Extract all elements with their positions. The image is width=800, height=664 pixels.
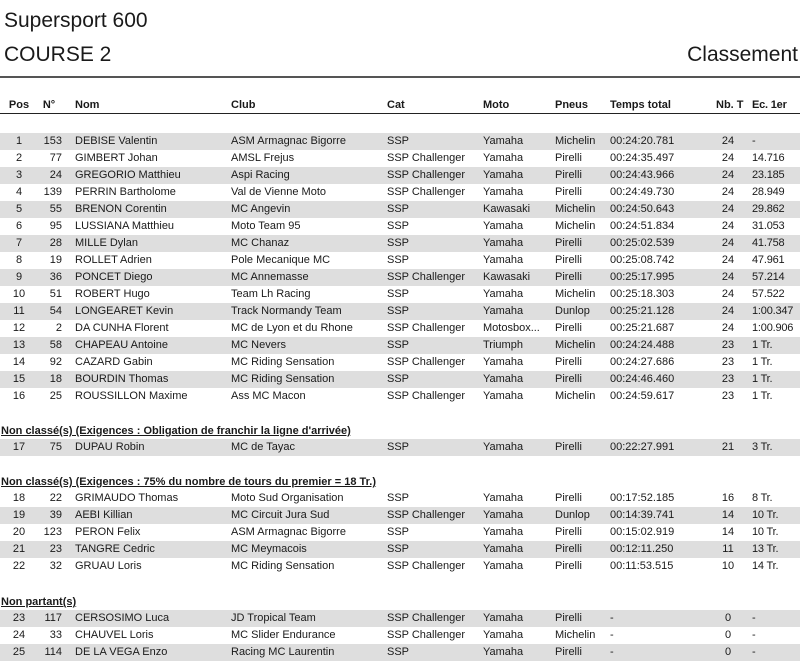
cell-pos: 11 (13, 305, 25, 317)
cell-moto: Kawasaki (483, 271, 531, 283)
table-row (0, 388, 800, 405)
cell-pos: 17 (12, 441, 26, 453)
cell-temps: 00:24:20.781 (610, 135, 675, 147)
cell-moto: Yamaha (483, 135, 524, 147)
header-club: Club (231, 99, 256, 111)
cell-nbt: 0 (724, 612, 732, 624)
cell-moto: Motosbox... (483, 322, 540, 334)
cell-nom: BOURDIN Thomas (75, 373, 169, 385)
table-row (0, 201, 800, 218)
table-row (0, 354, 800, 371)
header-cat: Cat (387, 99, 405, 111)
cell-num: 92 (49, 356, 62, 368)
cell-club: MC de Tayac (231, 441, 295, 453)
cell-nbt: 14 (721, 509, 735, 521)
cell-club: Ass MC Macon (231, 390, 306, 402)
cell-nbt: 23 (721, 339, 735, 351)
cell-num: 123 (43, 526, 62, 538)
cell-moto: Yamaha (483, 356, 524, 368)
cell-nom: LUSSIANA Matthieu (75, 220, 175, 232)
cell-temps: 00:25:08.742 (610, 254, 675, 266)
cell-nbt: 11 (722, 543, 734, 555)
cell-pneus: Michelin (555, 135, 596, 147)
header-rule (0, 113, 800, 114)
header-pos: Pos (8, 99, 30, 111)
cell-temps: 00:22:27.991 (610, 441, 675, 453)
cell-cat: SSP (387, 339, 410, 351)
cell-nbt: 24 (721, 254, 735, 266)
cell-ec: 3 Tr. (752, 441, 773, 453)
cell-nbt: 24 (721, 220, 735, 232)
cell-pneus: Pirelli (555, 441, 582, 453)
header-moto: Moto (483, 99, 510, 111)
cell-num: 18 (49, 373, 62, 385)
cell-num: 2 (55, 322, 62, 334)
cell-nom: DA CUNHA Florent (75, 322, 169, 334)
cell-pneus: Michelin (555, 203, 596, 215)
cell-moto: Yamaha (483, 169, 524, 181)
cell-nbt: 24 (721, 237, 735, 249)
header-nom: Nom (75, 99, 100, 111)
cell-club: Team Lh Racing (231, 288, 311, 300)
cell-pos: 6 (15, 220, 23, 232)
cell-nom: CERSOSIMO Luca (75, 612, 170, 624)
cell-moto: Triumph (483, 339, 523, 351)
cell-temps: - (610, 629, 614, 641)
cell-club: AMSL Frejus (231, 152, 295, 164)
cell-temps: 00:11:53.515 (610, 560, 674, 572)
cell-pos: 14 (12, 356, 26, 368)
cell-moto: Yamaha (483, 646, 524, 658)
cell-nbt: 24 (721, 322, 735, 334)
cell-nom: TANGRE Cedric (75, 543, 155, 555)
cell-temps: 00:25:18.303 (610, 288, 675, 300)
cell-ec: - (752, 646, 756, 658)
table-header (0, 97, 800, 113)
table-row (0, 150, 800, 167)
table-row (0, 644, 800, 661)
cell-nbt: 0 (724, 629, 732, 641)
cell-club: Val de Vienne Moto (231, 186, 326, 198)
cell-pneus: Pirelli (555, 152, 582, 164)
cell-ec: 47.961 (752, 254, 785, 266)
cell-moto: Yamaha (483, 152, 524, 164)
cell-nbt: 23 (721, 373, 735, 385)
cell-num: 54 (49, 305, 62, 317)
header-pneus: Pneus (555, 99, 589, 111)
cell-pos: 15 (12, 373, 26, 385)
cell-cat: SSP Challenger (387, 629, 466, 641)
cell-ec: 1 Tr. (752, 339, 773, 351)
cell-moto: Yamaha (483, 629, 524, 641)
cell-nbt: 21 (721, 441, 735, 453)
cell-nom: ROBERT Hugo (75, 288, 150, 300)
cell-nom: GRUAU Loris (75, 560, 142, 572)
cell-pos: 1 (15, 135, 23, 147)
cell-pneus: Pirelli (555, 646, 582, 658)
cell-pneus: Pirelli (555, 560, 582, 572)
cell-moto: Yamaha (483, 305, 524, 317)
cell-pneus: Pirelli (555, 186, 582, 198)
top-rule (0, 76, 800, 78)
cell-moto: Yamaha (483, 526, 524, 538)
cell-temps: 00:24:59.617 (610, 390, 675, 402)
table-row (0, 558, 800, 575)
cell-pneus: Pirelli (555, 356, 582, 368)
cell-nom: CHAUVEL Loris (75, 629, 154, 641)
cell-num: 117 (44, 612, 62, 624)
cell-num: 55 (49, 203, 62, 215)
cell-pos: 10 (12, 288, 26, 300)
table-row (0, 490, 800, 507)
cell-nom: GIMBERT Johan (75, 152, 158, 164)
cell-pos: 25 (12, 646, 26, 658)
cell-cat: SSP (387, 254, 410, 266)
cell-cat: SSP Challenger (387, 186, 466, 198)
cell-cat: SSP (387, 543, 410, 555)
cell-nbt: 14 (721, 526, 735, 538)
cell-nom: LONGEARET Kevin (75, 305, 174, 317)
cell-ec: 14.716 (752, 152, 785, 164)
cell-ec: 1 Tr. (752, 373, 773, 385)
cell-pneus: Pirelli (555, 271, 582, 283)
cell-pos: 9 (15, 271, 23, 283)
cell-moto: Yamaha (483, 186, 524, 198)
header-num: N° (42, 99, 56, 111)
cell-pos: 16 (12, 390, 26, 402)
document-right-title: Classement (687, 43, 798, 66)
cell-pos: 22 (12, 560, 26, 572)
table-row (0, 541, 800, 558)
cell-nom: CAZARD Gabin (75, 356, 153, 368)
table-row (0, 184, 800, 201)
cell-nbt: 24 (721, 271, 735, 283)
cell-temps: 00:25:21.687 (610, 322, 675, 334)
cell-nbt: 23 (721, 356, 735, 368)
table-row (0, 439, 800, 456)
cell-pneus: Michelin (555, 220, 596, 232)
cell-moto: Yamaha (483, 492, 524, 504)
cell-temps: 00:12:11.250 (610, 543, 674, 555)
cell-club: ASM Armagnac Bigorre (231, 526, 346, 538)
cell-temps: 00:25:21.128 (610, 305, 675, 317)
cell-cat: SSP (387, 526, 410, 538)
cell-temps: 00:24:27.686 (610, 356, 675, 368)
cell-pneus: Dunlop (555, 305, 590, 317)
cell-nbt: 0 (724, 646, 732, 658)
cell-club: ASM Armagnac Bigorre (231, 135, 346, 147)
cell-club: MC Annemasse (231, 271, 309, 283)
cell-cat: SSP Challenger (387, 169, 466, 181)
cell-temps: 00:24:50.643 (610, 203, 675, 215)
cell-nbt: 24 (721, 135, 735, 147)
cell-club: Racing MC Laurentin (231, 646, 335, 658)
cell-nbt: 24 (721, 288, 735, 300)
cell-club: MC Riding Sensation (231, 373, 335, 385)
cell-club: MC Nevers (231, 339, 287, 351)
cell-num: 95 (49, 220, 62, 232)
cell-pneus: Pirelli (555, 169, 582, 181)
cell-moto: Yamaha (483, 390, 524, 402)
cell-moto: Yamaha (483, 373, 524, 385)
cell-num: 36 (49, 271, 62, 283)
cell-ec: 14 Tr. (752, 560, 779, 572)
cell-ec: 1:00.347 (752, 305, 794, 317)
cell-pneus: Michelin (555, 288, 596, 300)
header-temps: Temps total (610, 99, 671, 111)
cell-cat: SSP Challenger (387, 560, 466, 572)
cell-pneus: Pirelli (555, 373, 582, 385)
cell-ec: 10 Tr. (752, 509, 779, 521)
cell-nbt: 16 (721, 492, 735, 504)
cell-cat: SSP (387, 135, 410, 147)
cell-temps: - (610, 646, 614, 658)
cell-pneus: Michelin (555, 629, 596, 641)
table-row (0, 610, 800, 627)
cell-ec: 23.185 (752, 169, 785, 181)
cell-ec: - (752, 612, 756, 624)
table-row (0, 286, 800, 303)
cell-ec: 28.949 (752, 186, 785, 198)
cell-temps: 00:25:17.995 (610, 271, 675, 283)
cell-nbt: 24 (721, 186, 735, 198)
cell-cat: SSP Challenger (387, 322, 466, 334)
cell-cat: SSP (387, 441, 410, 453)
cell-ec: - (752, 629, 756, 641)
table-row (0, 507, 800, 524)
cell-nom: PERON Felix (75, 526, 141, 538)
table-row (0, 320, 800, 337)
cell-num: 24 (49, 169, 62, 181)
cell-pos: 13 (12, 339, 26, 351)
cell-nom: DE LA VEGA Enzo (75, 646, 168, 658)
cell-moto: Yamaha (483, 560, 524, 572)
cell-cat: SSP (387, 288, 410, 300)
cell-num: 33 (49, 629, 62, 641)
cell-cat: SSP Challenger (387, 356, 466, 368)
cell-nbt: 24 (721, 152, 735, 164)
cell-club: MC Riding Sensation (231, 560, 335, 572)
cell-cat: SSP (387, 203, 410, 215)
cell-cat: SSP (387, 237, 410, 249)
cell-ec: 57.522 (752, 288, 785, 300)
cell-temps: 00:14:39.741 (610, 509, 675, 521)
cell-num: 22 (49, 492, 62, 504)
document-title: Supersport 600 (4, 9, 148, 32)
header-ec: Ec. 1er (752, 99, 787, 111)
cell-pos: 12 (12, 322, 26, 334)
cell-num: 39 (49, 509, 62, 521)
table-row (0, 269, 800, 286)
cell-ec: 29.862 (752, 203, 785, 215)
cell-pneus: Dunlop (555, 509, 590, 521)
cell-pneus: Michelin (555, 390, 596, 402)
cell-pneus: Pirelli (555, 237, 582, 249)
cell-nom: ROUSSILLON Maxime (75, 390, 188, 402)
cell-club: MC Meymacois (231, 543, 307, 555)
cell-nom: DEBISE Valentin (75, 135, 158, 147)
cell-num: 51 (49, 288, 62, 300)
section-title-non-partant: Non partant(s) (1, 596, 77, 608)
table-row (0, 252, 800, 269)
cell-nom: MILLE Dylan (75, 237, 138, 249)
cell-pneus: Pirelli (555, 543, 582, 555)
table-row (0, 337, 800, 354)
cell-ec: 13 Tr. (752, 543, 779, 555)
cell-club: Moto Team 95 (231, 220, 301, 232)
cell-pos: 2 (15, 152, 23, 164)
cell-moto: Yamaha (483, 509, 524, 521)
cell-cat: SSP Challenger (387, 612, 466, 624)
cell-club: Aspi Racing (231, 169, 290, 181)
cell-moto: Yamaha (483, 441, 524, 453)
cell-moto: Yamaha (483, 237, 524, 249)
cell-pneus: Pirelli (555, 254, 582, 266)
header-nbt: Nb. T (716, 99, 744, 111)
cell-num: 28 (49, 237, 62, 249)
cell-cat: SSP Challenger (387, 271, 466, 283)
cell-club: Track Normandy Team (231, 305, 342, 317)
cell-nom: AEBI Killian (75, 509, 133, 521)
cell-nom: PONCET Diego (75, 271, 153, 283)
cell-nbt: 24 (721, 169, 735, 181)
cell-num: 75 (49, 441, 62, 453)
cell-num: 19 (49, 254, 62, 266)
cell-temps: 00:15:02.919 (610, 526, 675, 538)
table-row (0, 524, 800, 541)
cell-cat: SSP (387, 373, 410, 385)
table-row (0, 627, 800, 644)
table-row (0, 133, 800, 150)
table-row (0, 235, 800, 252)
cell-pneus: Pirelli (555, 322, 582, 334)
cell-temps: 00:24:24.488 (610, 339, 675, 351)
cell-cat: SSP (387, 220, 410, 232)
cell-temps: 00:25:02.539 (610, 237, 675, 249)
cell-pos: 5 (15, 203, 23, 215)
cell-pos: 4 (15, 186, 23, 198)
cell-nom: ROLLET Adrien (75, 254, 152, 266)
cell-pneus: Pirelli (555, 492, 582, 504)
cell-moto: Yamaha (483, 612, 524, 624)
cell-club: MC Chanaz (231, 237, 290, 249)
cell-ec: 1:00.906 (752, 322, 794, 334)
cell-nbt: 23 (721, 390, 735, 402)
cell-nbt: 24 (721, 203, 735, 215)
cell-pos: 7 (15, 237, 23, 249)
cell-club: MC Riding Sensation (231, 356, 335, 368)
cell-temps: 00:24:35.497 (610, 152, 675, 164)
cell-cat: SSP Challenger (387, 390, 466, 402)
cell-nom: BRENON Corentin (75, 203, 167, 215)
cell-cat: SSP Challenger (387, 509, 466, 521)
cell-pos: 3 (15, 169, 23, 181)
cell-temps: 00:24:46.460 (610, 373, 675, 385)
cell-cat: SSP (387, 646, 410, 658)
cell-ec: 8 Tr. (752, 492, 773, 504)
cell-cat: SSP (387, 492, 410, 504)
cell-pos: 8 (15, 254, 23, 266)
cell-temps: 00:24:43.966 (610, 169, 675, 181)
cell-num: 114 (44, 646, 62, 658)
cell-pneus: Pirelli (555, 612, 582, 624)
cell-nom: GRIMAUDO Thomas (75, 492, 179, 504)
cell-club: MC de Lyon et du Rhone (231, 322, 353, 334)
cell-pos: 19 (12, 509, 26, 521)
cell-pos: 21 (12, 543, 26, 555)
cell-temps: - (610, 612, 614, 624)
cell-pos: 18 (12, 492, 26, 504)
table-row (0, 303, 800, 320)
cell-club: MC Slider Endurance (231, 629, 336, 641)
cell-temps: 00:17:52.185 (610, 492, 675, 504)
cell-num: 25 (49, 390, 62, 402)
cell-nbt: 10 (721, 560, 735, 572)
cell-cat: SSP Challenger (387, 152, 466, 164)
table-row (0, 167, 800, 184)
cell-pos: 20 (12, 526, 26, 538)
cell-club: Moto Sud Organisation (231, 492, 344, 504)
cell-moto: Yamaha (483, 254, 524, 266)
cell-num: 77 (49, 152, 62, 164)
cell-pneus: Pirelli (555, 526, 582, 538)
cell-ec: - (752, 135, 756, 147)
cell-cat: SSP (387, 305, 410, 317)
cell-club: Pole Mecanique MC (231, 254, 331, 266)
cell-num: 58 (49, 339, 62, 351)
cell-club: MC Circuit Jura Sud (231, 509, 330, 521)
cell-ec: 57.214 (752, 271, 785, 283)
cell-ec: 1 Tr. (752, 356, 773, 368)
cell-club: MC Angevin (231, 203, 291, 215)
cell-ec: 10 Tr. (752, 526, 779, 538)
cell-pneus: Michelin (555, 339, 596, 351)
cell-club: JD Tropical Team (231, 612, 316, 624)
cell-moto: Yamaha (483, 220, 524, 232)
cell-temps: 00:24:51.834 (610, 220, 675, 232)
table-row (0, 371, 800, 388)
cell-num: 23 (49, 543, 62, 555)
cell-nom: DUPAU Robin (75, 441, 145, 453)
section-title-non-classe-laps: Non classé(s) (Exigences : 75% du nombre de tours du premier = 18 Tr.) (1, 476, 377, 488)
cell-nom: GREGORIO Matthieu (75, 169, 181, 181)
document-subtitle: COURSE 2 (4, 43, 112, 66)
cell-nom: CHAPEAU Antoine (75, 339, 168, 351)
section-title-non-classe-line: Non classé(s) (Exigences : Obligation de franchir la ligne d'arrivée) (1, 425, 351, 437)
cell-pos: 24 (12, 629, 26, 641)
cell-num: 139 (43, 186, 62, 198)
cell-nbt: 24 (721, 305, 735, 317)
cell-ec: 1 Tr. (752, 390, 773, 402)
cell-temps: 00:24:49.730 (610, 186, 675, 198)
cell-moto: Yamaha (483, 288, 524, 300)
cell-ec: 41.758 (752, 237, 785, 249)
cell-pos: 23 (12, 612, 26, 624)
cell-num: 32 (49, 560, 62, 572)
cell-num: 153 (43, 135, 62, 147)
table-row (0, 218, 800, 235)
cell-nom: PERRIN Bartholome (75, 186, 176, 198)
cell-moto: Kawasaki (483, 203, 531, 215)
cell-ec: 31.053 (752, 220, 785, 232)
cell-moto: Yamaha (483, 543, 524, 555)
